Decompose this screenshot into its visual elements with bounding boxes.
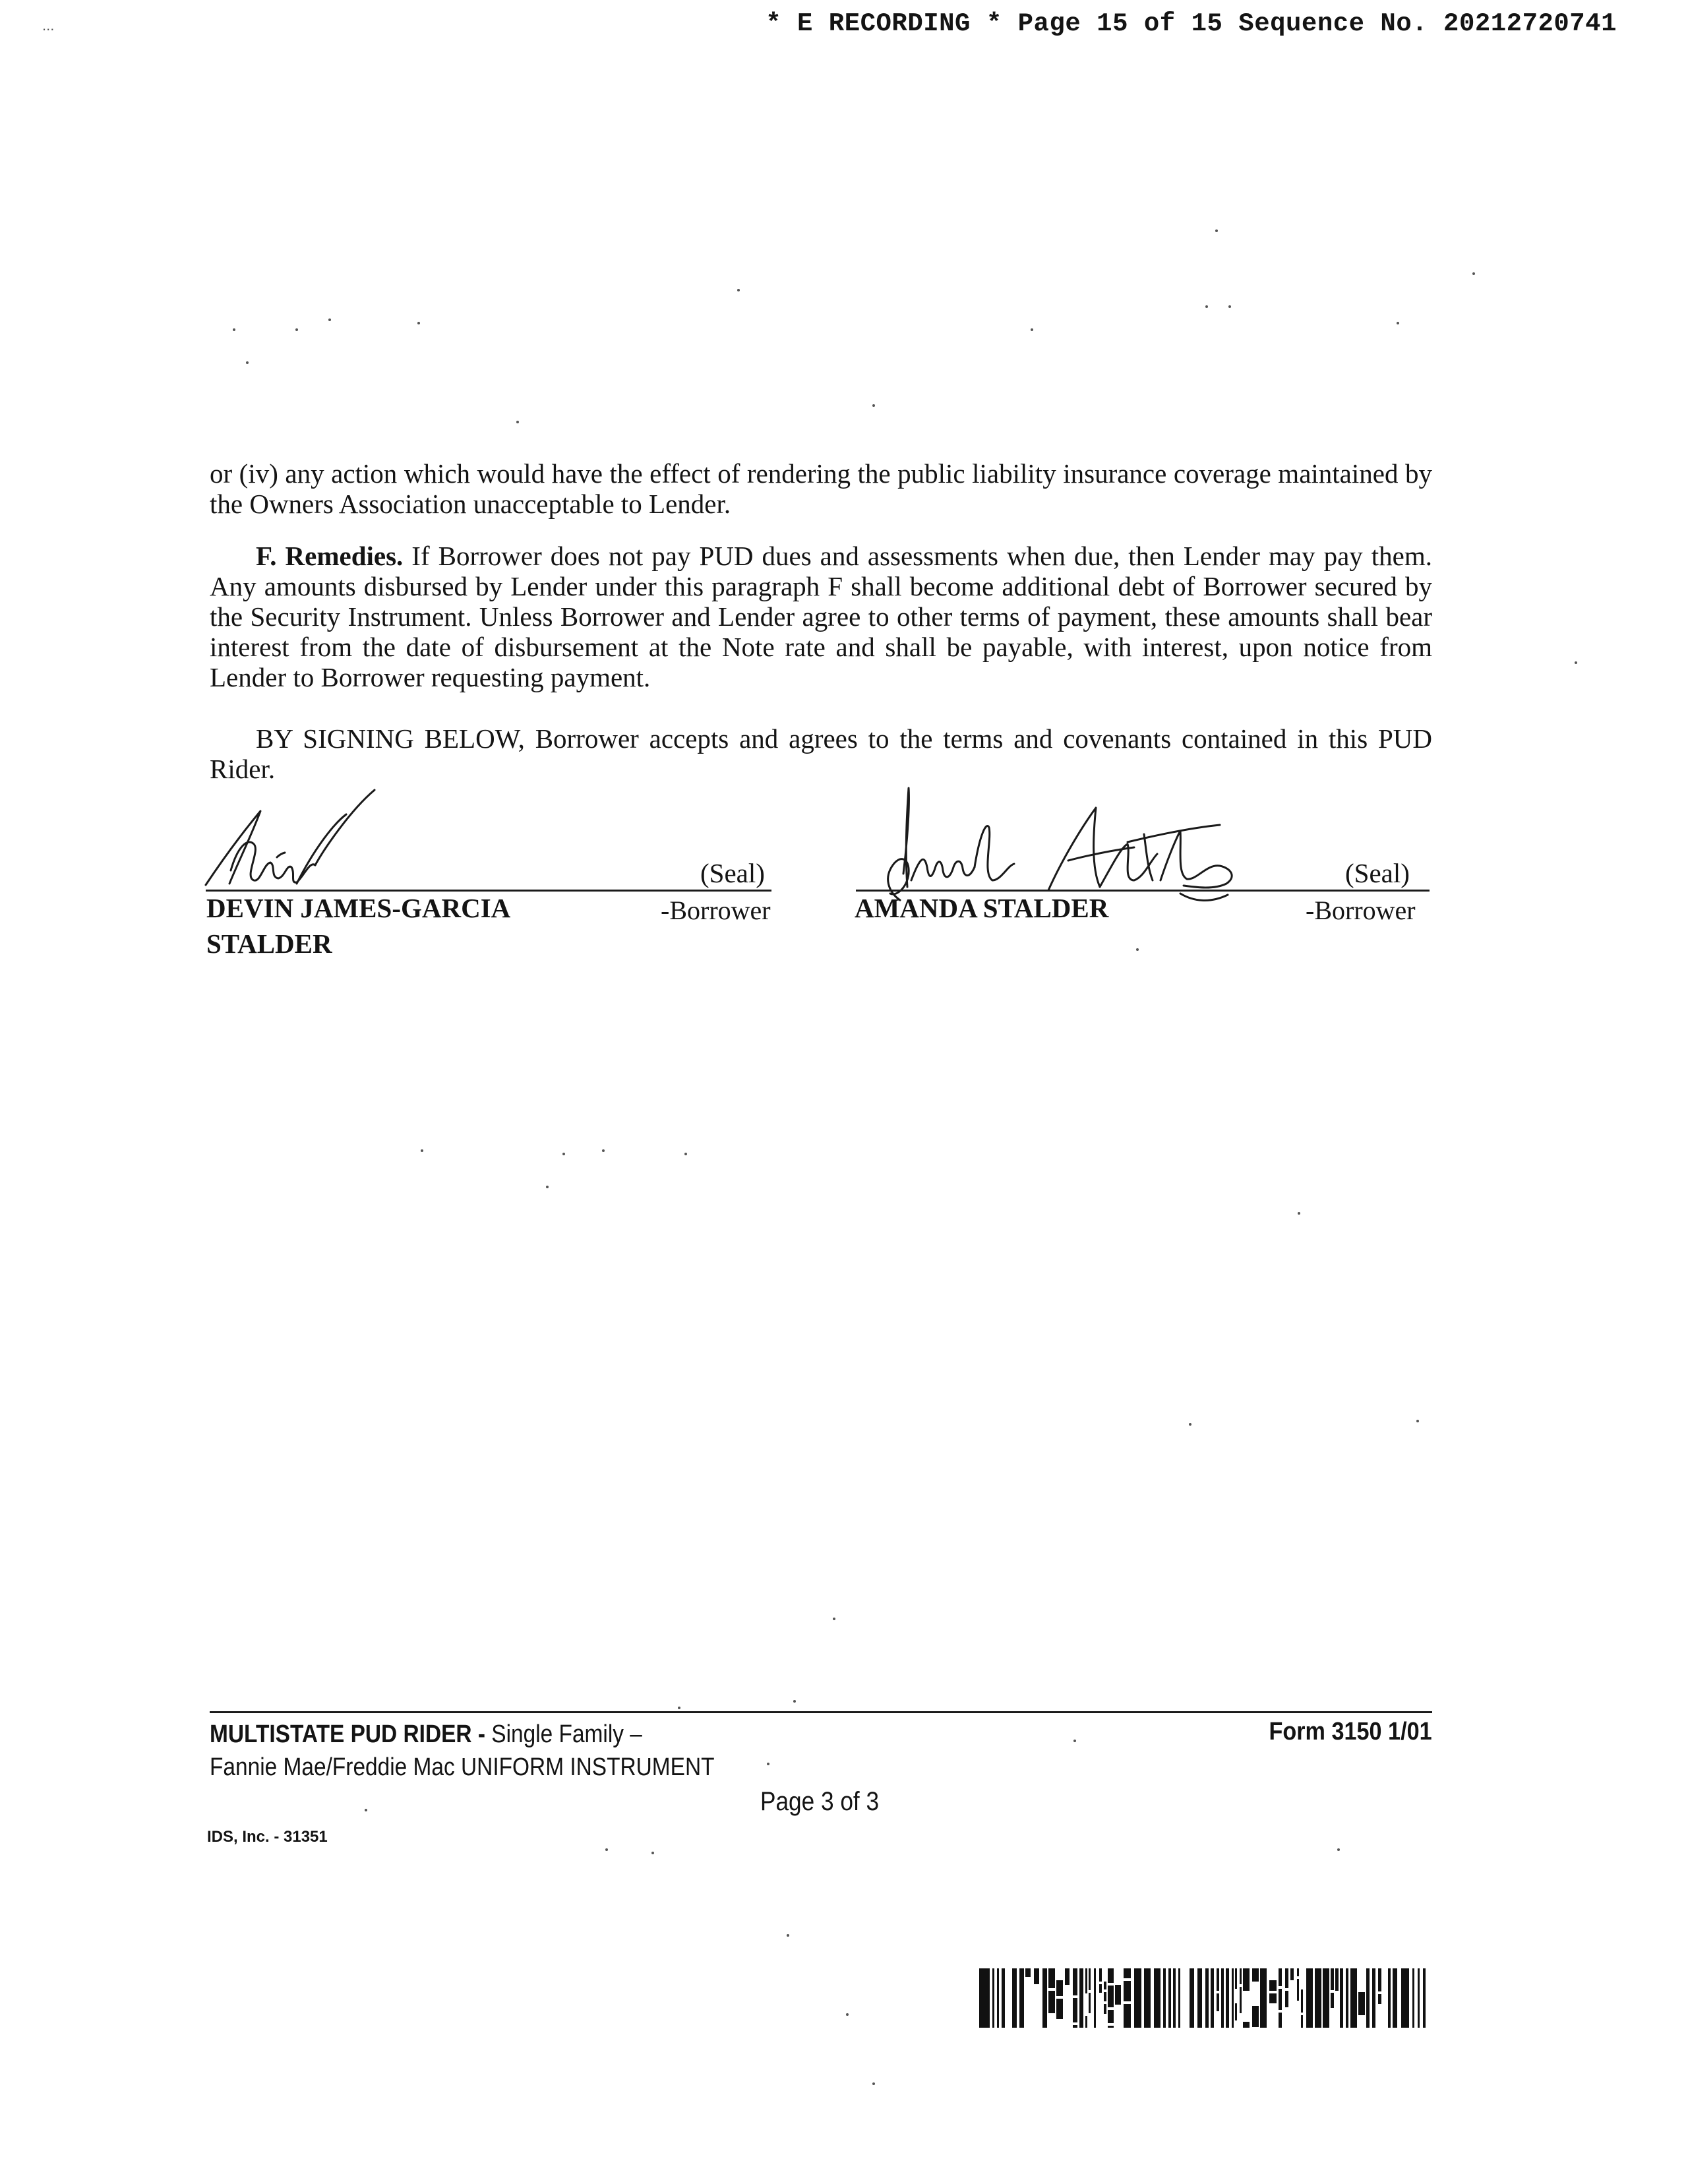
form-title [210, 1718, 715, 1751]
recording-header: * E RECORDING * Page 15 of 15 Sequence No. 20212720741 [766, 9, 1617, 38]
paragraph-remedies [210, 541, 1432, 692]
form-number: Form 3150 1/01 [1269, 1718, 1432, 1745]
form-subtitle: Fannie Mae/Freddie Mac UNIFORM INSTRUMENT [210, 1753, 715, 1781]
borrower-2-name [855, 890, 1108, 926]
borrower-1-role: -Borrower [661, 895, 771, 925]
form-title-bold: MULTISTATE PUD RIDER - [210, 1720, 492, 1748]
form-title-block [210, 1718, 715, 1784]
corner-mark: ... [42, 17, 55, 34]
borrower-1-name [206, 890, 510, 961]
page-number: Page 3 of 3 [760, 1787, 880, 1816]
borrower-1-name-line-1: DEVIN JAMES-GARCIA [206, 893, 511, 923]
borrower-1-signature [198, 785, 389, 897]
paragraph-iv-continued: or (iv) any action which would have the effect of rendering the public liability insurance coverage maintained by the Owners Association unacceptable to Lender. [210, 458, 1432, 519]
borrower-2-seal: (Seal) [1345, 858, 1410, 888]
borrower-1-seal: (Seal) [700, 858, 765, 888]
remedies-heading: F. Remedies. [256, 541, 404, 571]
form-title-rest: Single Family – [491, 1720, 642, 1748]
borrower-2-role: -Borrower [1306, 895, 1416, 925]
barcode [979, 1968, 1430, 2028]
vendor-code: IDS, Inc. - 31351 [207, 1828, 328, 1846]
paragraph-signing: BY SIGNING BELOW, Borrower accepts and agrees to the terms and covenants contained in this PUD Rider. [210, 723, 1432, 784]
footer-rule [210, 1711, 1432, 1713]
borrower-2-name-line-1: AMANDA STALDER [855, 893, 1109, 923]
borrower-1-name-line-2: STALDER [206, 928, 332, 959]
remedies-text: If Borrower does not pay PUD dues and assessments when due, then Lender may pay them. Any amounts disbursed by Lender under this paragraph F shall become additional debt of Borrower secured by the Security Instrument. Unless Borrower and Lender agree to other terms of payment, these amounts shall bear interest from the date of disbursement at the Note rate and shall be payable, with interest, upon notice from Lender to Borrower requesting payment. [210, 541, 1432, 692]
